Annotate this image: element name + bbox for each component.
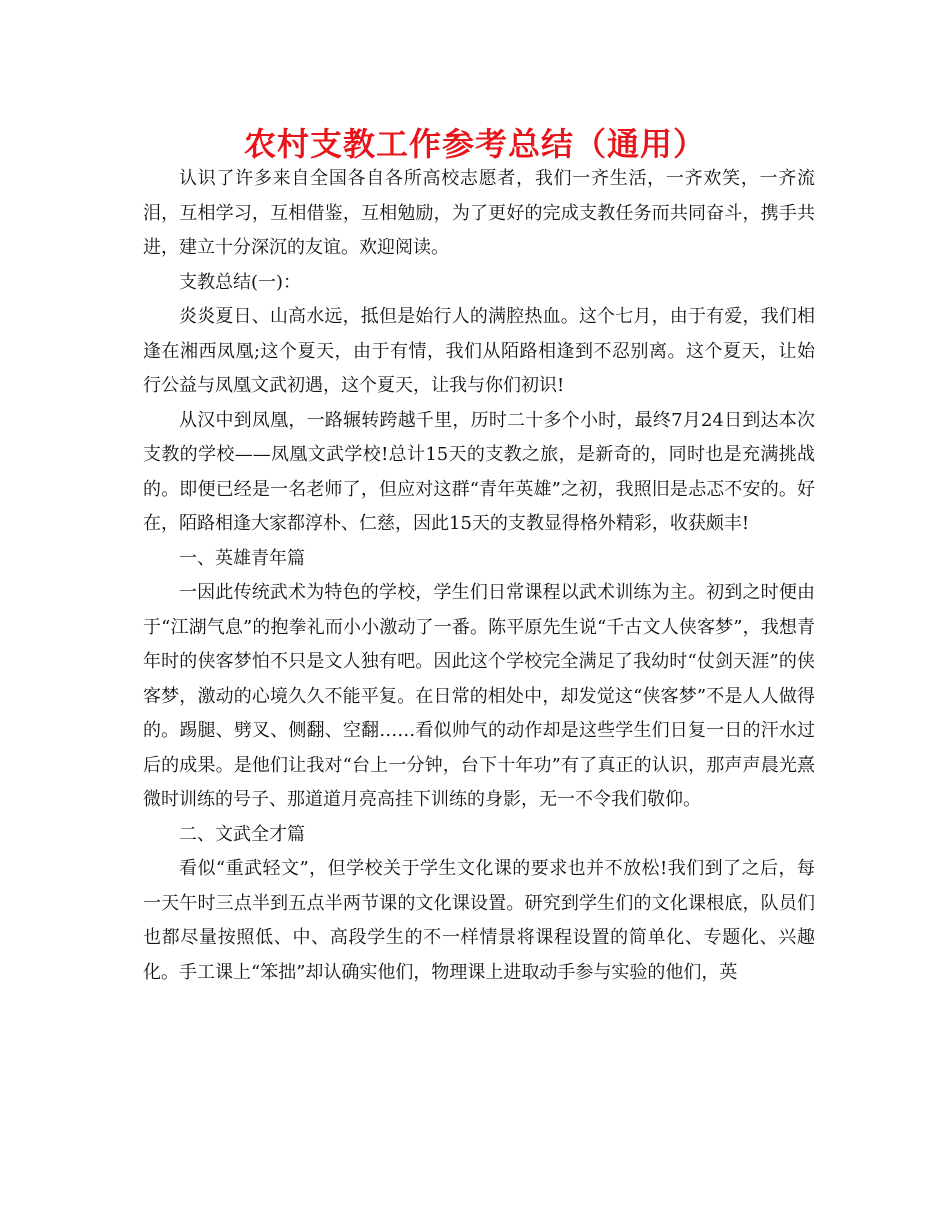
paragraph-martial-arts: 一因此传统武术为特色的学校，学生们日常课程以武术训练为主。初到之时便由于“江湖气息”的抱拳礼而小小激动了一番。陈平原先生说“千古文人侠客梦”，我想青年时的侠客梦怕不只是文人独有吧。因此这个学校完全满足了我幼时“仗剑天涯”的侠客梦，激动的心境久久不能平复。在日常的相处中，却发觉这“侠客梦”不是人人做得的。踢腿、劈叉、侧翻、空翻……看似帅气的动作却是这些学生们日复一日的汗水过后的成果。是他们让我对“台上一分钟，台下十年功”有了真正的认识，那声声晨光熹微时训练的号子、那道道月亮高挂下训练的身影，无一不令我们敬仰。 xyxy=(143,582,815,810)
section-heading-summary-one: 支教总结(一)： xyxy=(179,271,302,293)
section-heading-talent: 二、文武全才篇 xyxy=(179,823,305,845)
document-title: 农村支教工作参考总结（通用） xyxy=(243,125,706,163)
paragraph-intro: 认识了许多来自全国各自各所高校志愿者，我们一齐生活，一齐欢笑，一齐流泪，互相学习，互相借鉴，互相勉励，为了更好的完成支教任务而共同奋斗，携手共进，建立十分深沉的友谊。欢迎阅读。 xyxy=(143,168,815,258)
paragraph-summer: 炎炎夏日、山高水远，抵但是始行人的满腔热血。这个七月，由于有爱，我们相逢在湘西凤凰;这个夏天，由于有情，我们从陌路相逢到不忍别离。这个夏天，让始行公益与凤凰文武初遇，这个夏天，让我与你们初识! xyxy=(143,306,815,396)
document-body xyxy=(143,162,815,990)
section-heading-heroes: 一、英雄青年篇 xyxy=(179,547,305,569)
paragraph-journey: 从汉中到凤凰，一路辗转跨越千里，历时二十多个小时，最终7月24日到达本次支教的学校——凤凰文武学校!总计15天的支教之旅，是新奇的，同时也是充满挑战的。即便已经是一名老师了，但应对这群“青年英雄”之初，我照旧是忐忑不安的。好在，陌路相逢大家都淳朴、仁慈，因此15天的支教显得格外精彩，收获颇丰! xyxy=(143,409,815,534)
paragraph-culture-classes: 看似“重武轻文”，但学校关于学生文化课的要求也并不放松!我们到了之后，每一天午时三点半到五点半两节课的文化课设置。研究到学生们的文化课根底，队员们也都尽量按照低、中、高段学生的不一样情景将课程设置的简单化、专题化、兴趣化。手工课上“笨拙”却认确实他们，物理课上进取动手参与实验的他们，英 xyxy=(143,858,815,983)
